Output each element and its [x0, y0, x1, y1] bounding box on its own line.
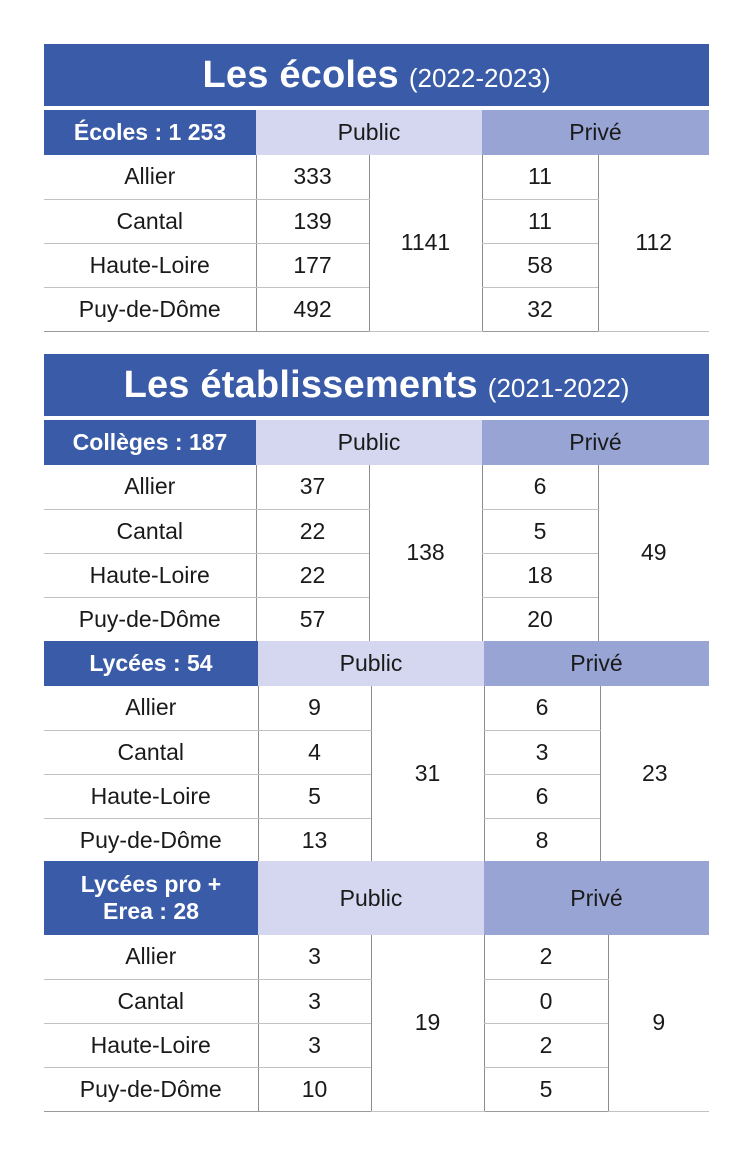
dept-name: Allier	[44, 935, 258, 979]
prive-value: 0	[484, 979, 608, 1023]
prive-total: 9	[608, 935, 709, 1111]
lycees-pro-label-line2: Erea : 28	[103, 898, 199, 924]
dept-name: Cantal	[44, 509, 256, 553]
prive-value: 11	[482, 155, 598, 199]
lycees-count-label: Lycées : 54	[44, 641, 258, 686]
public-value: 333	[256, 155, 369, 199]
prive-value: 11	[482, 199, 598, 243]
public-value: 4	[258, 730, 371, 774]
public-header: Public	[258, 641, 484, 686]
dept-name: Allier	[44, 686, 258, 730]
dept-name: Puy-de-Dôme	[44, 818, 258, 862]
etablissements-years: (2021-2022)	[487, 372, 630, 403]
dept-name: Haute-Loire	[44, 1023, 258, 1067]
dept-name: Allier	[44, 155, 256, 199]
prive-header: Privé	[484, 641, 709, 686]
public-value: 139	[256, 199, 369, 243]
public-value: 22	[256, 509, 369, 553]
ecoles-title: Les écoles	[202, 53, 399, 96]
prive-total: 112	[598, 155, 709, 331]
ecoles-count-label: Écoles : 1 253	[44, 110, 256, 155]
table-header-row	[44, 861, 709, 935]
prive-total: 49	[598, 465, 709, 641]
public-header: Public	[258, 861, 484, 935]
public-value: 57	[256, 597, 369, 641]
public-value: 10	[258, 1067, 371, 1111]
prive-value: 18	[482, 553, 598, 597]
public-total: 138	[369, 465, 482, 641]
public-total: 19	[371, 935, 484, 1111]
prive-value: 6	[484, 774, 600, 818]
public-value: 9	[258, 686, 371, 730]
table-row	[44, 935, 709, 979]
public-header: Public	[256, 110, 482, 155]
dept-name: Haute-Loire	[44, 243, 256, 287]
prive-header: Privé	[482, 110, 709, 155]
prive-header: Privé	[484, 861, 709, 935]
public-value: 13	[258, 818, 371, 862]
prive-value: 5	[482, 509, 598, 553]
public-value: 3	[258, 979, 371, 1023]
dept-name: Cantal	[44, 979, 258, 1023]
lycees-pro-table	[44, 861, 709, 1112]
prive-value: 3	[484, 730, 600, 774]
table-header-row	[44, 420, 709, 465]
prive-value: 6	[484, 686, 600, 730]
prive-value: 2	[484, 935, 608, 979]
dept-name: Cantal	[44, 730, 258, 774]
dept-name: Puy-de-Dôme	[44, 1067, 258, 1111]
ecoles-years: (2022-2023)	[408, 62, 551, 93]
prive-total: 23	[600, 686, 709, 862]
prive-value: 8	[484, 818, 600, 862]
public-value: 3	[258, 935, 371, 979]
dept-name: Puy-de-Dôme	[44, 597, 256, 641]
public-value: 37	[256, 465, 369, 509]
lycees-table	[44, 641, 709, 863]
ecoles-title-band	[44, 44, 709, 106]
dept-name: Puy-de-Dôme	[44, 287, 256, 331]
dept-name: Haute-Loire	[44, 774, 258, 818]
prive-value: 2	[484, 1023, 608, 1067]
table-row	[44, 686, 709, 730]
table-header-row	[44, 641, 709, 686]
prive-value: 20	[482, 597, 598, 641]
public-header: Public	[256, 420, 482, 465]
prive-value: 5	[484, 1067, 608, 1111]
public-value: 177	[256, 243, 369, 287]
prive-value: 58	[482, 243, 598, 287]
dept-name: Allier	[44, 465, 256, 509]
public-total: 31	[371, 686, 484, 862]
dept-name: Cantal	[44, 199, 256, 243]
prive-value: 6	[482, 465, 598, 509]
prive-value: 32	[482, 287, 598, 331]
colleges-table	[44, 420, 709, 642]
prive-header: Privé	[482, 420, 709, 465]
table-row	[44, 465, 709, 509]
lycees-pro-label-line1: Lycées pro +	[80, 871, 222, 897]
public-value: 5	[258, 774, 371, 818]
etablissements-title: Les établissements	[123, 363, 478, 406]
dept-name: Haute-Loire	[44, 553, 256, 597]
colleges-count-label: Collèges : 187	[44, 420, 256, 465]
ecoles-table	[44, 110, 709, 332]
table-header-row	[44, 110, 709, 155]
public-value: 22	[256, 553, 369, 597]
etablissements-title-band	[44, 354, 709, 416]
table-row	[44, 155, 709, 199]
lycees-pro-count-label	[44, 861, 258, 935]
public-total: 1141	[369, 155, 482, 331]
public-value: 3	[258, 1023, 371, 1067]
public-value: 492	[256, 287, 369, 331]
